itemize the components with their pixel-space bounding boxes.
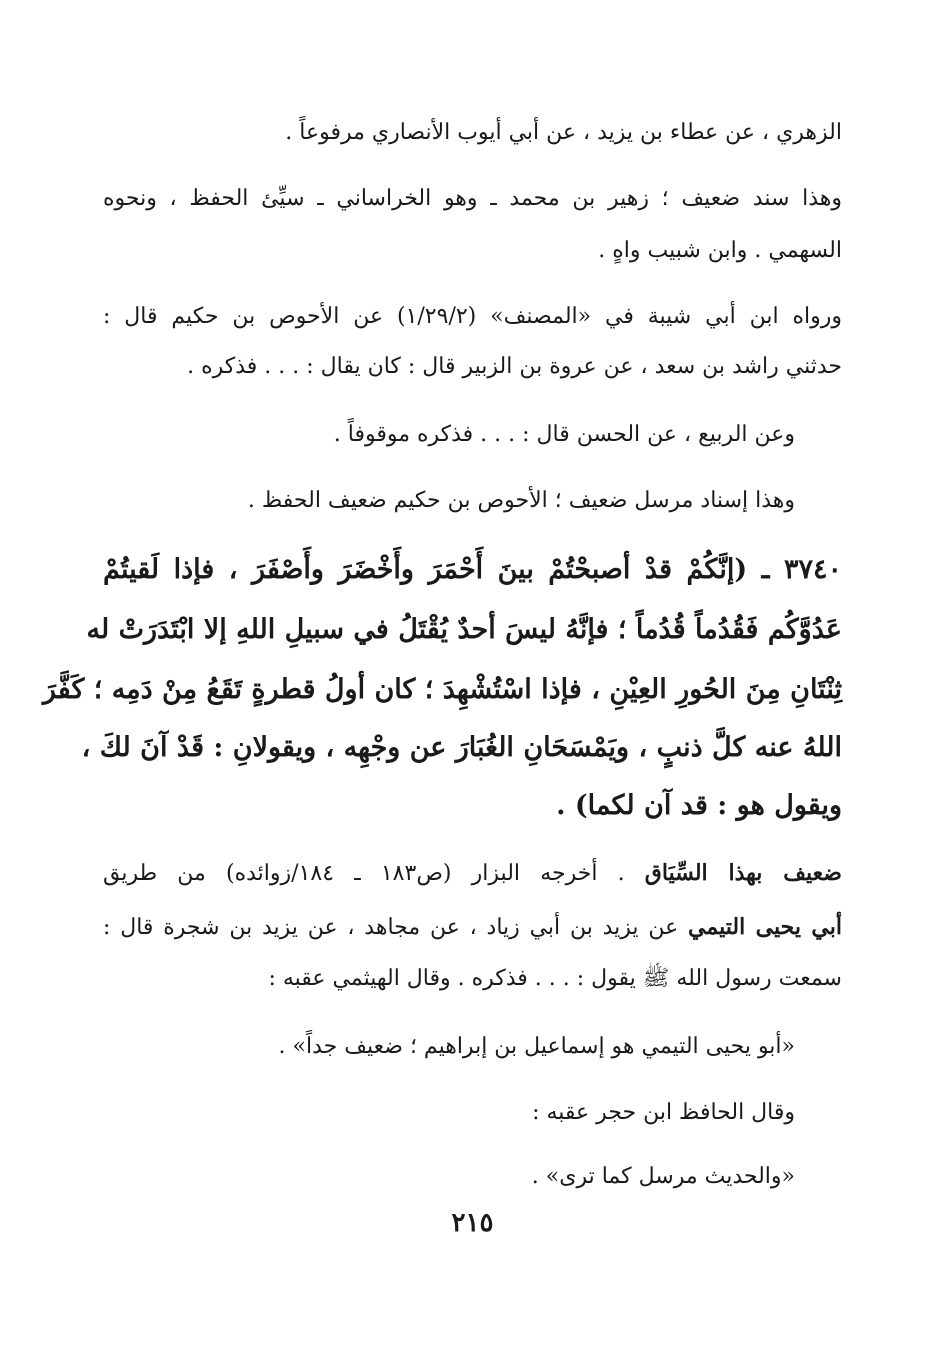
text-line-ibn-hajar: وقال الحافظ ابن حجر عقبه : xyxy=(532,1100,795,1125)
takhrij-line-3: سمعت رسول الله ﷺ يقول : . . . فذكره . وقال الهيثمي عقبه : xyxy=(268,966,842,991)
quote-ibn-hajar: «والحديث مرسل كما ترى» . xyxy=(531,1164,795,1189)
hadith-line-1: ٣٧٤٠ ـ (إنَّكُمْ قدْ أصبحْتُمْ بينَ أَحْمَرَ وأَخْضَرَ وأَصْفَرَ ، فإذا لَقيتُمْ xyxy=(103,554,842,585)
hadith-line-3: ثِنْتَانِ مِنَ الحُورِ العِيْنِ ، فإذا اسْتُشْهِدَ ؛ كان أولُ قطرةٍ تَقَعُ مِنْ دَمِه ؛ كَفَّرَ xyxy=(42,674,842,705)
text-line-4: ورواه ابن أبي شيبة في «المصنف» (١/٢٩/٢) عن الأحوص بن حكيم قال : xyxy=(103,304,842,329)
takhrij-ruling: ضعيف بهذا السِّيَاق xyxy=(644,860,842,886)
hadith-line-4: اللهُ عنه كلَّ ذنبٍ ، ويَمْسَحَانِ الغُبَارَ عن وجْهِه ، ويقولانِ : قَدْ آنَ لكَ ، xyxy=(81,732,842,763)
quote-haythami: «أبو يحيى التيمي هو إسماعيل بن إبراهيم ؛ ضعيف جداً» . xyxy=(278,1034,795,1059)
takhrij-chain: عن يزيد بن أبي زياد ، عن مجاهد ، عن يزيد بن شجرة قال : xyxy=(103,915,689,940)
text-line-3: السهمي . وابن شبيب واهٍ . xyxy=(598,238,842,263)
takhrij-line-1 xyxy=(103,856,842,891)
text-line-5: حدثني راشد بن سعد ، عن عروة بن الزبير قال : كان يقال : . . . فذكره . xyxy=(187,354,842,379)
hadith-line-2: عَدُوَّكُم فَقُدُماً قُدُماً ؛ فإنَّهُ ليسَ أحدٌ يُقْتَلُ في سبيلِ اللهِ إلا ابْتَدَرَتْ له xyxy=(86,614,842,645)
takhrij-source: . أخرجه البزار (ص١٨٣ ـ ١٨٤/زوائده) من طريق xyxy=(103,861,645,886)
narrator-name: أبي يحيى التيمي xyxy=(688,914,843,940)
takhrij-line-2 xyxy=(103,910,842,945)
text-line-7: وهذا إسناد مرسل ضعيف ؛ الأحوص بن حكيم ضعيف الحفظ . xyxy=(247,488,795,513)
text-line-1: الزهري ، عن عطاء بن يزيد ، عن أبي أيوب الأنصاري مرفوعاً . xyxy=(285,120,842,145)
text-line-6: وعن الربيع ، عن الحسن قال : . . . فذكره موقوفاً . xyxy=(333,422,795,447)
page-number: ٢١٥ xyxy=(451,1208,494,1238)
text-line-2: وهذا سند ضعيف ؛ زهير بن محمد ـ وهو الخراساني ـ سيِّئ الحفظ ، ونحوه xyxy=(103,186,842,211)
hadith-line-5: ويقول هو : قد آن لكما) . xyxy=(556,790,842,821)
